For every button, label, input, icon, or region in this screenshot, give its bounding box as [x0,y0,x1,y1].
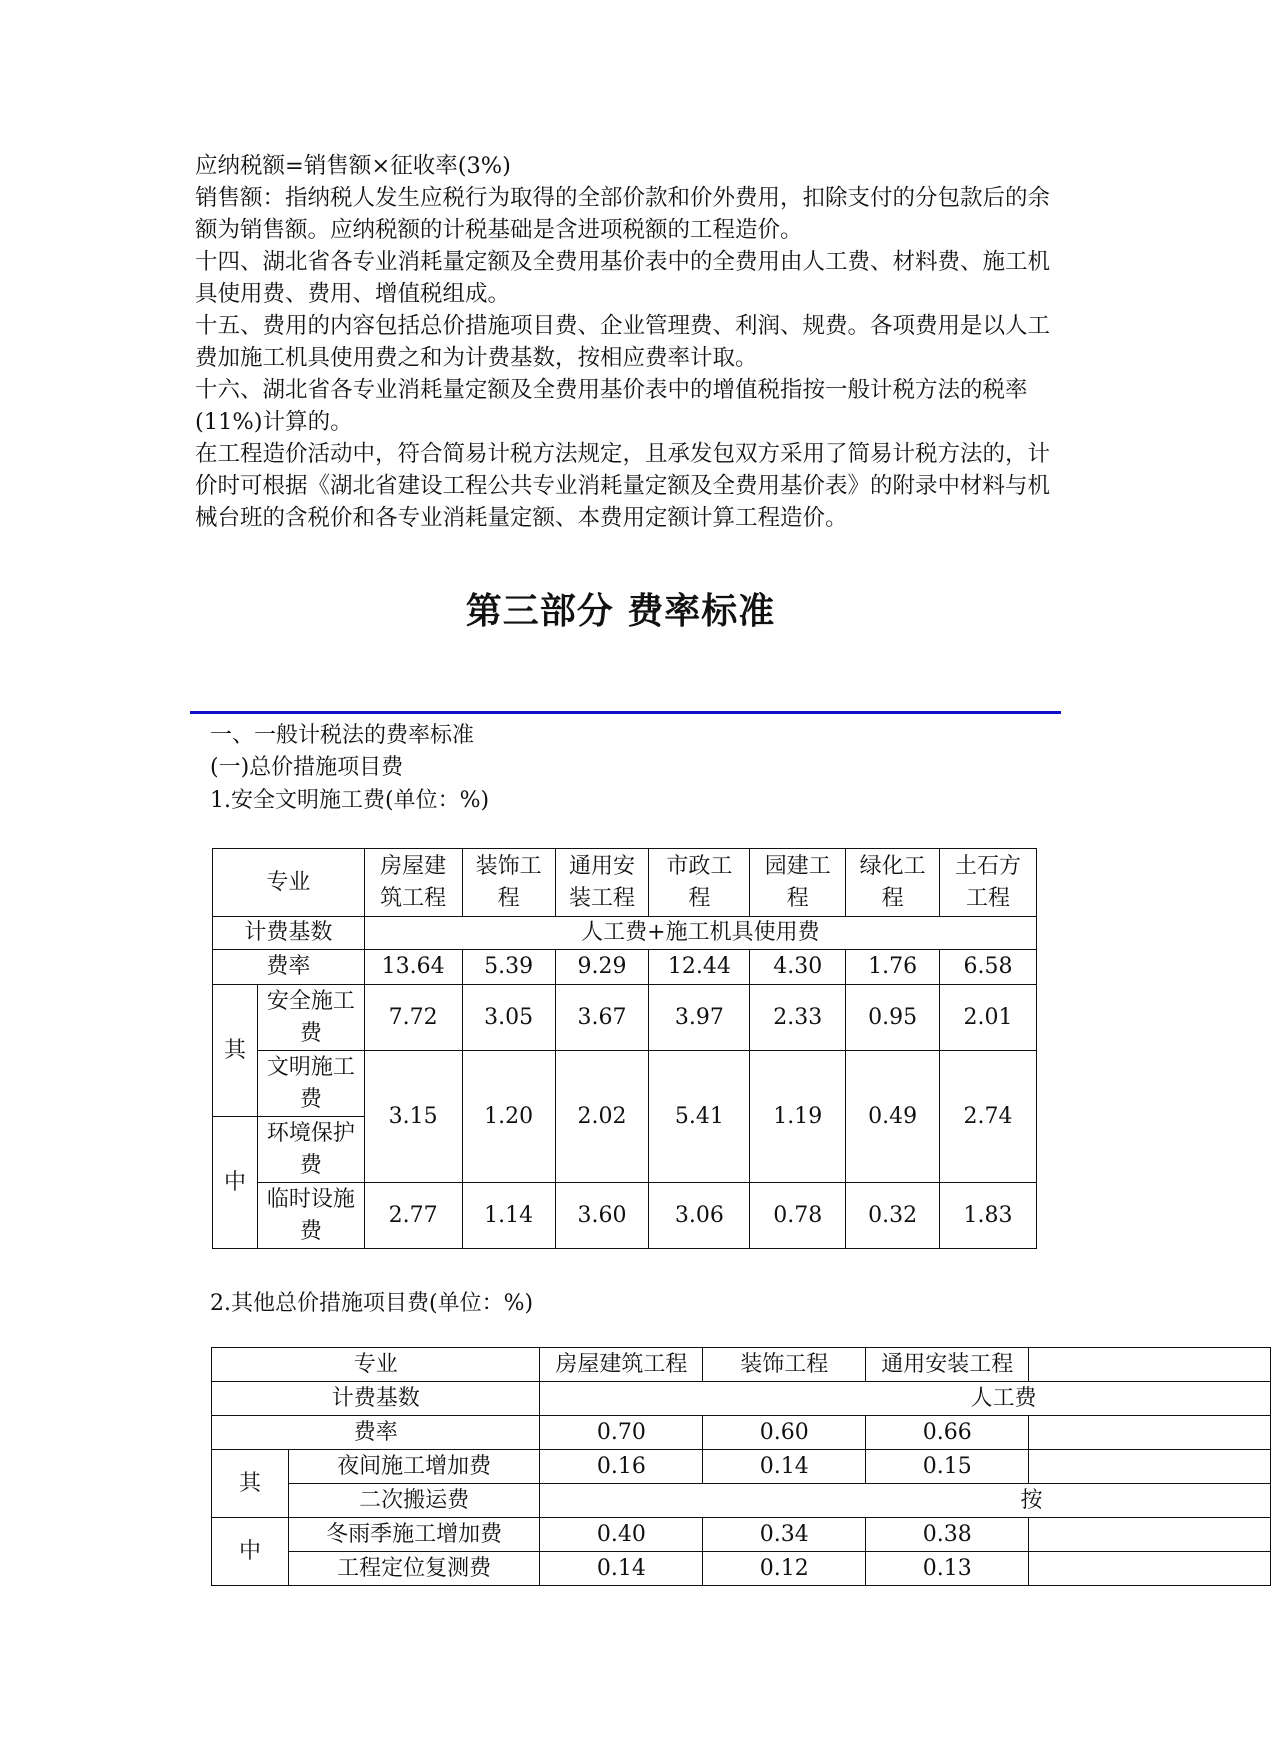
cell: 0.66 [866,1416,1029,1450]
other-measures-fee-table [211,1347,1271,1586]
cell [1029,1416,1271,1450]
cell: 2.77 [364,1183,462,1249]
paragraph: 销售额：指纳税人发生应税行为取得的全部价款和价外费用，扣除支付的分包款后的余额为销售额。应纳税额的计税基础是含进项税额的工程造价。 [195,185,1051,243]
paragraph: 十五、费用的内容包括总价措施项目费、企业管理费、利润、规费。各项费用是以人工费加施工机具使用费之和为计费基数，按相应费率计取。 [195,313,1051,371]
table-header-row [213,849,1037,917]
cell: 7.72 [364,985,462,1051]
cell: 0.14 [703,1450,866,1484]
row-label: 夜间施工增加费 [288,1450,540,1484]
heading-other-measures: 2.其他总价措施项目费(单位：%) [210,1291,534,1316]
heading-safety-civilization: 1.安全文明施工费(单位：%) [210,788,490,813]
cell: 3.67 [555,985,649,1051]
header-cell: 装饰工程 [703,1348,866,1382]
table-row [212,1416,1271,1450]
header-cell: 土石方 工程 [940,849,1037,917]
table-row [212,1382,1271,1416]
row-label: 二次搬运费 [288,1484,540,1518]
row-label: 环境保护 费 [257,1117,364,1183]
cell: 13.64 [364,950,462,985]
cell: 9.29 [555,950,649,985]
cell: 3.05 [462,985,555,1051]
cell: 0.70 [540,1416,703,1450]
table-row [212,1552,1271,1586]
cell: 0.95 [846,985,940,1051]
cell: 1.14 [462,1183,555,1249]
cell: 1.20 [462,1051,555,1183]
row-label: 冬雨季施工增加费 [288,1518,540,1552]
row-label: 安全施工 费 [257,985,364,1051]
header-cell: 通用安装工程 [866,1348,1029,1382]
cell: 0.60 [703,1416,866,1450]
cell: 0.14 [540,1552,703,1586]
cell: 5.39 [462,950,555,985]
row-label: 临时设施 费 [257,1183,364,1249]
cell: 2.02 [555,1051,649,1183]
row-label: 费率 [212,1416,540,1450]
table-row [213,985,1037,1051]
section-title: 第三部分 费率标准 [465,591,776,632]
cell: 0.15 [866,1450,1029,1484]
intro-text-block [195,150,1055,534]
header-cell: 专业 [213,849,365,917]
cell: 2.74 [940,1051,1037,1183]
table-header-row [212,1348,1271,1382]
group-label: 中 [212,1518,289,1586]
row-label: 费率 [213,950,365,985]
cell: 2.01 [940,985,1037,1051]
cell: 5.41 [649,1051,750,1183]
heading-lump-sum-measures: (一)总价措施项目费 [210,755,404,780]
row-label: 工程定位复测费 [288,1552,540,1586]
cell: 1.76 [846,950,940,985]
cell [1029,1450,1271,1484]
group-label: 其 [212,1450,289,1518]
table-row [213,1183,1037,1249]
header-cell: 市政工 程 [649,849,750,917]
cell: 1.83 [940,1183,1037,1249]
header-cell: 专业 [212,1348,540,1382]
cell: 4.30 [750,950,846,985]
divider-rule [190,711,1061,714]
paragraph: 在工程造价活动中，符合简易计税方法规定，且承发包双方采用了简易计税方法的，计价时可根据《湖北省建设工程公共专业消耗量定额及全费用基价表》的附录中材料与机械台班的含税价和各专业消耗量定额、本费用定额计算工程造价。 [195,441,1051,531]
safety-civilization-fee-table [212,848,1037,1249]
header-cell: 绿化工 程 [846,849,940,917]
header-cell: 装饰工 程 [462,849,555,917]
row-label: 文明施工 费 [257,1051,364,1117]
cell: 0.40 [540,1518,703,1552]
table-row [213,950,1037,985]
cell: 0.38 [866,1518,1029,1552]
cell: 2.33 [750,985,846,1051]
cell: 0.78 [750,1183,846,1249]
cell: 人工费 [540,1382,1271,1416]
cell: 0.13 [866,1552,1029,1586]
cell [1029,1552,1271,1586]
cell: 12.44 [649,950,750,985]
cell: 6.58 [940,950,1037,985]
group-label: 其 [213,985,258,1117]
cell [1029,1518,1271,1552]
cell: 3.15 [364,1051,462,1183]
table-row [212,1518,1271,1552]
paragraph: 十六、湖北省各专业消耗量定额及全费用基价表中的增值税指按一般计税方法的税率(11%)计算的。 [195,377,1028,435]
cell: 3.60 [555,1183,649,1249]
group-label: 中 [213,1117,258,1249]
cell: 0.16 [540,1450,703,1484]
cell: 0.12 [703,1552,866,1586]
cell: 人工费+施工机具使用费 [364,917,1036,950]
other-measures-table-viewport [211,1347,1043,1597]
table-row [213,917,1037,950]
table-row [213,1051,1037,1117]
row-label: 计费基数 [212,1382,540,1416]
row-label: 计费基数 [213,917,365,950]
header-cell [1029,1348,1271,1382]
header-cell: 房屋建 筑工程 [364,849,462,917]
cell: 按 [540,1484,1271,1518]
cell: 0.49 [846,1051,940,1183]
heading-general-tax: 一、一般计税法的费率标准 [210,723,475,748]
table-row [212,1450,1271,1484]
cell: 3.06 [649,1183,750,1249]
cell: 0.32 [846,1183,940,1249]
paragraph: 应纳税额=销售额×征收率(3%) [195,153,511,179]
header-cell: 园建工 程 [750,849,846,917]
paragraph: 十四、湖北省各专业消耗量定额及全费用基价表中的全费用由人工费、材料费、施工机具使用费、费用、增值税组成。 [195,249,1051,307]
header-cell: 通用安 装工程 [555,849,649,917]
header-cell: 房屋建筑工程 [540,1348,703,1382]
cell: 3.97 [649,985,750,1051]
cell: 1.19 [750,1051,846,1183]
table-row [212,1484,1271,1518]
cell: 0.34 [703,1518,866,1552]
